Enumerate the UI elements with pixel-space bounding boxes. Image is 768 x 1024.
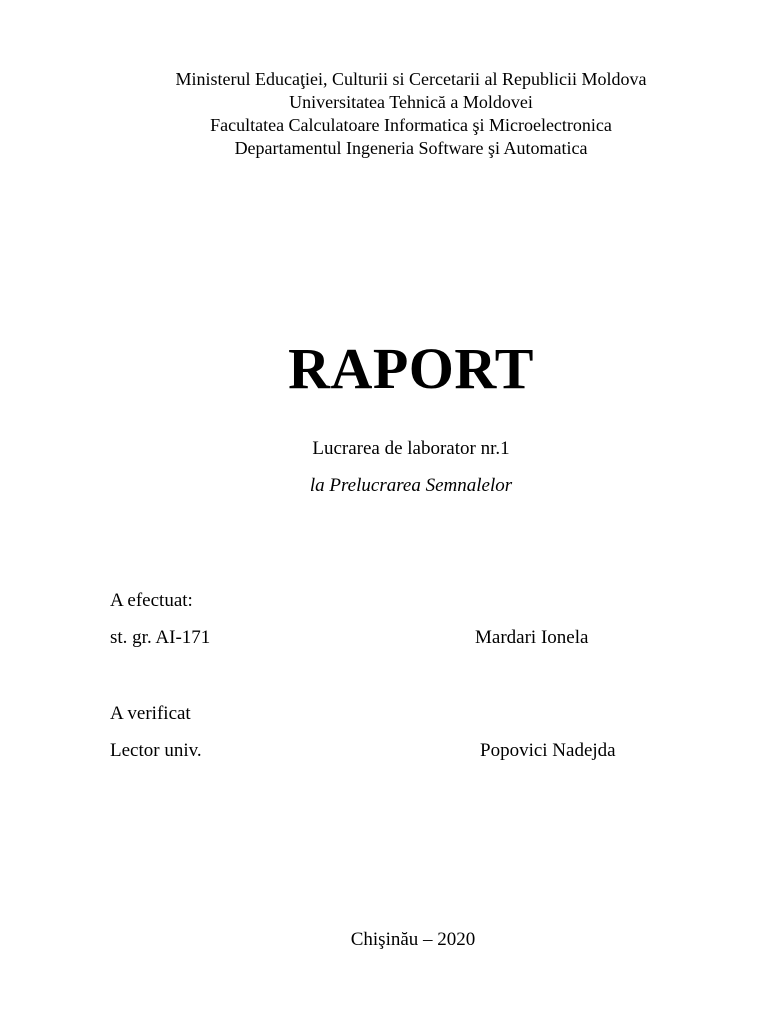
lab-work-line: Lucrarea de laborator nr.1: [312, 438, 510, 459]
student-group: st. gr. AI-171: [110, 627, 211, 648]
university-line: Universitatea Tehnică a Moldovei: [289, 92, 533, 112]
executed-label: A efectuat:: [110, 590, 193, 611]
student-name: Mardari Ionela: [475, 627, 589, 648]
place-and-year: Chişinău – 2020: [350, 929, 476, 950]
institution-header: [0, 68, 768, 160]
department-line: Departamentul Ingeneria Software şi Automatica: [234, 138, 588, 158]
verified-label: A verificat: [110, 703, 191, 724]
document-title: RAPORT: [288, 336, 534, 401]
ministry-line: Ministerul Educaţiei, Culturii si Cercetarii al Republicii Moldova: [175, 69, 647, 89]
faculty-line: Facultatea Calculatoare Informatica şi Microelectronica: [210, 115, 612, 135]
lecturer-name: Popovici Nadejda: [480, 740, 616, 761]
lecturer-title: Lector univ.: [110, 740, 202, 761]
course-line: la Prelucrarea Semnalelor: [309, 475, 513, 496]
